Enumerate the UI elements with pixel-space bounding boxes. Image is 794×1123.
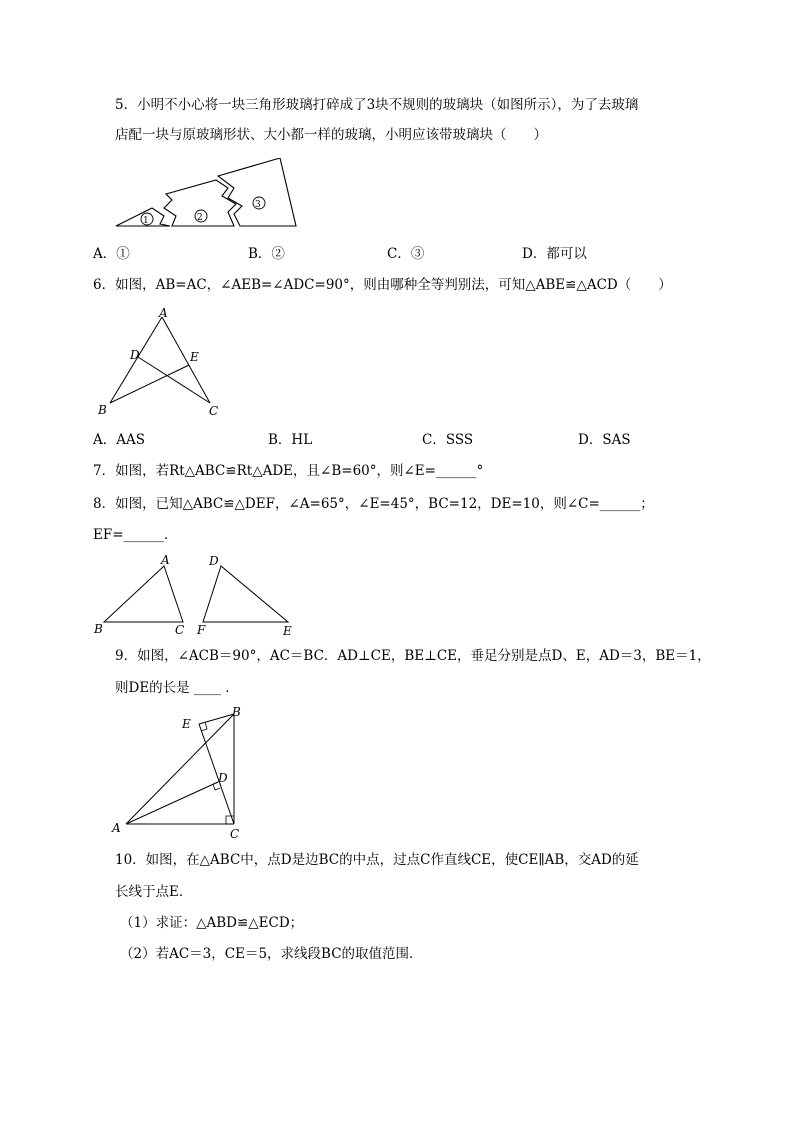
q5-option-d[interactable]: D．都可以: [522, 246, 587, 262]
q10-part1: （1）求证：△ABD≌△ECD；: [120, 915, 304, 931]
q5-option-a[interactable]: A．①: [93, 246, 130, 262]
q9-label-a: A: [112, 821, 121, 835]
q8-text-line1: 8．如图，已知△ABC≌△DEF，∠A=65°，∠E=45°，BC=12，DE=10，则∠C=______；: [93, 496, 654, 512]
q6-text-line1: 6．如图，AB=AC，∠AEB=∠ADC=90°，则由哪种全等判别法，可知△ABE≌△ACD（ ）: [93, 277, 672, 293]
piece-label-2: 2: [197, 213, 203, 223]
q6-label-e: E: [190, 350, 199, 364]
q9-label-b: B: [232, 705, 241, 719]
q7-text-line1: 7．如图，若Rt△ABC≌Rt△ADE，且∠B=60°，则∠E=______°: [93, 463, 484, 479]
q6-label-d: D: [130, 348, 140, 362]
q8-label-d: D: [209, 554, 219, 568]
q6-option-b[interactable]: B．HL: [268, 432, 313, 448]
q8-label-a: A: [161, 553, 170, 567]
q5-text-line1: 5．小明不小心将一块三角形玻璃打碎成了3块不规则的玻璃块（如图所示），为了去玻璃: [115, 97, 639, 113]
q8-label-c: C: [175, 623, 185, 637]
q5-text-line2: 店配一块与原玻璃形状、大小都一样的玻璃，小明应该带玻璃块（ ）: [115, 127, 547, 143]
q6-label-c: C: [209, 404, 219, 418]
q9-right-triangle-figure: [110, 702, 260, 842]
q10-text-line2: 长线于点E．: [115, 884, 193, 900]
q9-label-e: E: [182, 717, 191, 731]
q5-glass-pieces-figure: [110, 158, 300, 232]
q8-label-f: F: [197, 623, 206, 637]
q9-label-d: D: [218, 771, 228, 785]
q8-text-line2: EF=______．: [93, 527, 178, 543]
q6-option-a[interactable]: A．AAS: [93, 432, 145, 448]
q9-text-line1: 9．如图，∠ACB＝90°，AC＝BC．AD⊥CE，BE⊥CE，垂足分别是点D、E，AD＝3，BE＝1，: [115, 648, 711, 664]
q9-text-line2: 则DE的长是 ____ ．: [115, 680, 239, 696]
q8-label-b: B: [94, 622, 103, 636]
q10-part2: （2）若AC＝3，CE＝5，求线段BC的取值范围．: [120, 946, 423, 962]
q10-text-line1: 10．如图，在△ABC中，点D是边BC的中点，过点C作直线CE，使CE∥AB，交AD的延: [115, 852, 639, 868]
piece-label-1: 1: [143, 216, 149, 226]
q6-label-b: B: [98, 403, 107, 417]
q8-label-e: E: [283, 624, 292, 638]
q6-option-c[interactable]: C．SSS: [422, 432, 474, 448]
q5-option-b[interactable]: B．②: [248, 246, 285, 262]
q6-option-d[interactable]: D．SAS: [578, 432, 631, 448]
piece-label-3: 3: [255, 200, 261, 210]
q6-triangle-figure: [92, 305, 232, 420]
q6-label-a: A: [159, 306, 168, 320]
q5-option-c[interactable]: C．③: [387, 246, 425, 262]
q8-triangles-figure: [90, 550, 300, 638]
q9-label-c: C: [230, 827, 240, 841]
